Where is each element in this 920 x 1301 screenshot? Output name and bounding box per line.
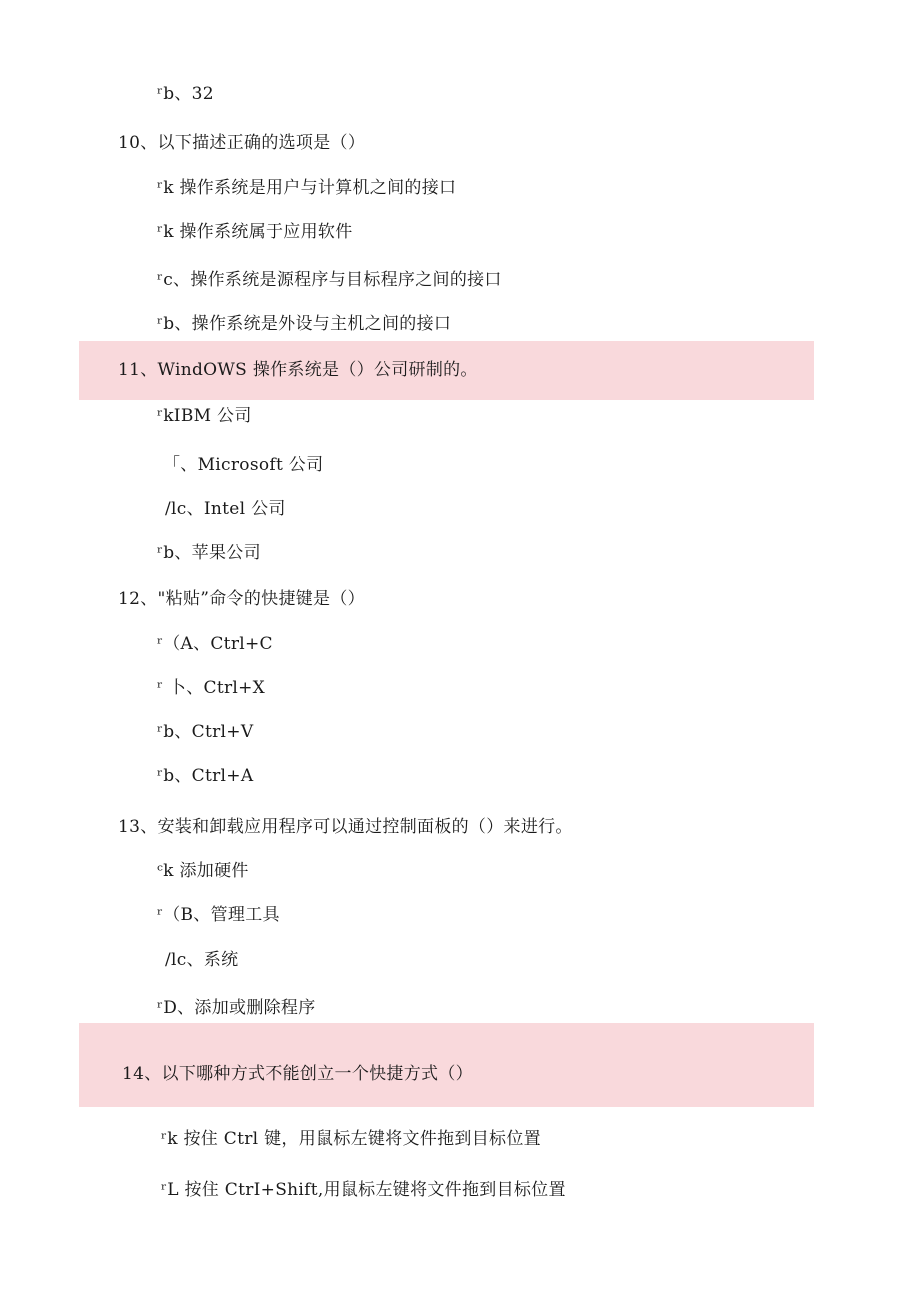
option-10d: ʳb、操作系统是外设与主机之间的接口 — [157, 314, 452, 334]
option-12b: ʳ 卜、Ctrl+X — [157, 678, 266, 698]
question-12: 12、"粘贴”命令的快捷键是（） — [118, 589, 365, 609]
question-11: 11、WindOWS 操作系统是（）公司研制的。 — [118, 360, 478, 380]
option-13a: ᶜk 添加硬件 — [157, 861, 249, 881]
option-13c: /lc、系统 — [165, 950, 239, 970]
option-11b: 「、Microsoft 公司 — [163, 455, 324, 475]
option-12d: ʳb、Ctrl+A — [157, 766, 254, 786]
option-11c: /lc、Intel 公司 — [165, 499, 286, 519]
question-10: 10、以下描述正确的选项是（） — [118, 133, 366, 153]
question-14: 14、以下哪种方式不能创立一个快捷方式（） — [122, 1064, 473, 1084]
option-10a: ʳk 操作系统是用户与计算机之间的接口 — [157, 178, 457, 198]
option-11d: ʳb、苹果公司 — [157, 543, 261, 563]
option-10b: ʳk 操作系统属于应用软件 — [157, 222, 353, 242]
option-line: ʳb、32 — [157, 84, 214, 104]
option-13b: ʳ（B、管理工具 — [157, 905, 280, 925]
option-11a: ʳkIBM 公司 — [157, 406, 252, 426]
option-13d: ʳD、添加或删除程序 — [157, 998, 316, 1018]
option-12c: ʳb、Ctrl+V — [157, 722, 254, 742]
option-12a: ʳ（A、Ctrl+C — [157, 634, 273, 654]
option-14b: ʳL 按住 CtrI+Shift,用鼠标左键将文件拖到目标位置 — [161, 1180, 566, 1200]
question-13: 13、安装和卸载应用程序可以通过控制面板的（）来进行。 — [118, 817, 573, 837]
option-10c: ʳc、操作系统是源程序与目标程序之间的接口 — [157, 270, 502, 290]
option-14a: ʳk 按住 Ctrl 键，用鼠标左键将文件拖到目标位置 — [161, 1129, 541, 1149]
